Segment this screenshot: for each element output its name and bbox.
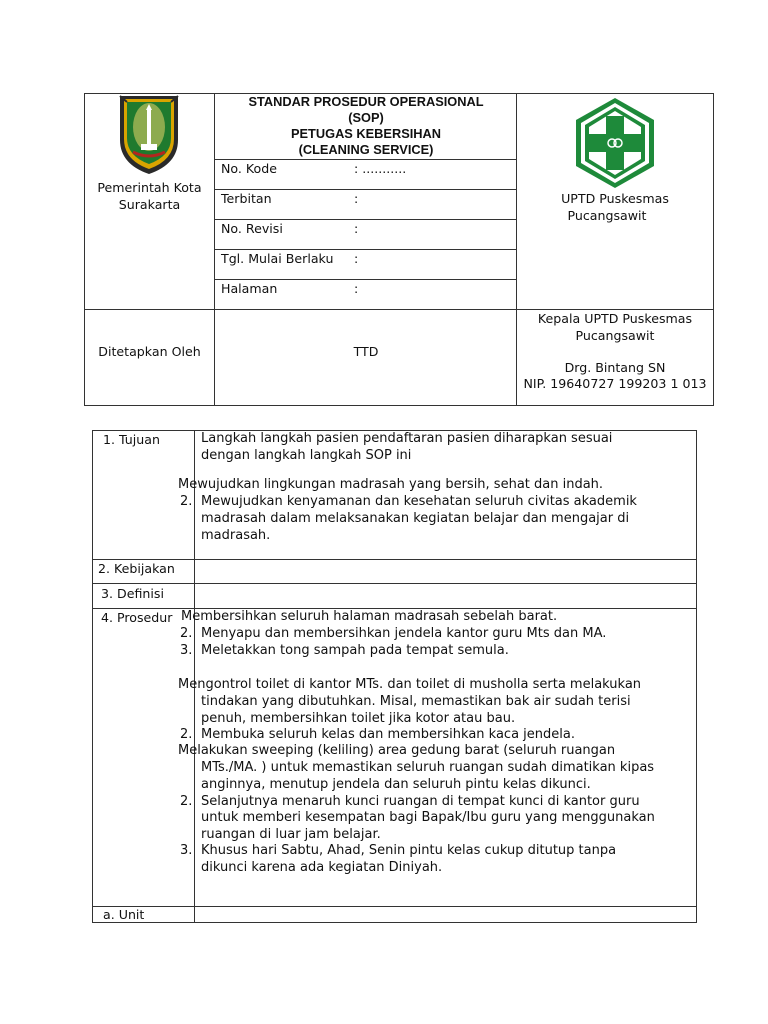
prosedur-g3-item2-line-1: Selanjutnya menaruh kunci ruangan di tempat kunci di kantor guru [201,794,640,809]
signer-name: Drg. Bintang SN [564,360,666,375]
prosedur-g3-item3-line-1: Khusus hari Sabtu, Ahad, Senin pintu kelas cukup ditutup tanpa [201,843,617,858]
right-org-line2: Pucangsawit [567,208,647,223]
tujuan-item-2-line-2: madrasah dalam melaksanakan kegiatan belajar dan mengajar di [201,511,630,526]
prosedur-g2-item1-line-1: Mengontrol toilet di kantor MTs. dan toilet di musholla serta melakukan [178,677,642,692]
tujuan-item-2-num: 2. [180,494,193,509]
puskesmas-logo-icon [573,96,657,190]
title-line-3: PETUGAS KEBERSIHAN [290,126,442,141]
left-org-line2: Surakarta [118,197,181,212]
row-label-kebijakan: 2. Kebijakan [98,561,175,576]
meta-value-kode: : ........... [354,161,407,176]
row-label-prosedur: 4. Prosedur [101,610,173,625]
prosedur-g3-item2-line-3: ruangan di luar jam belajar. [201,827,381,842]
document-title [215,94,517,158]
prosedur-g2-item2: Membuka seluruh kelas dan membersihkan kaca jendela. [201,727,575,742]
right-org-line1: UPTD Puskesmas [561,191,669,206]
surakarta-crest-icon [117,94,181,176]
ttd-label: TTD [353,344,379,359]
title-line-2: (SOP) [348,110,384,125]
prosedur-g1-item3: Meletakkan tong sampah pada tempat semula. [201,643,509,658]
meta-value-revisi: : [354,221,359,236]
row-label-tujuan: 1. Tujuan [103,432,160,447]
meta-value-tgl: : [354,251,359,266]
tujuan-line-2: dengan langkah langkah SOP ini [201,448,412,463]
tujuan-line-1: Langkah langkah pasien pendaftaran pasien diharapkan sesuai [201,431,613,446]
left-org-line1: Pemerintah Kota [97,180,202,195]
tujuan-item-2-line-1: Mewujudkan kenyamanan dan kesehatan seluruh civitas akademik [201,494,637,509]
prosedur-g3-item2-num: 2. [180,794,193,809]
title-line-4: (CLEANING SERVICE) [298,142,434,157]
kepala-line1: Kepala UPTD Puskesmas [537,311,693,326]
kepala-line2: Pucangsawit [575,328,655,343]
meta-label-kode: No. Kode [221,161,277,176]
title-line-1: STANDAR PROSEDUR OPERASIONAL [248,94,484,109]
prosedur-g3-item3-num: 3. [180,843,193,858]
prosedur-g3-item1-line-2: MTs./MA. ) untuk memastikan seluruh ruangan sudah dimatikan kipas [201,760,655,775]
tujuan-item-2-line-3: madrasah. [201,528,271,543]
prosedur-g1-item3-num: 3. [180,643,193,658]
prosedur-g2-item2-num: 2. [180,727,193,742]
meta-label-terbitan: Terbitan [221,191,272,206]
prosedur-g1-item2-num: 2. [180,626,193,641]
prosedur-g1-item1: Membersihkan seluruh halaman madrasah sebelah barat. [181,609,558,624]
meta-label-halaman: Halaman [221,281,278,296]
row-label-definisi: 3. Definisi [101,586,164,601]
tujuan-item-1: Mewujudkan lingkungan madrasah yang bersih, sehat dan indah. [178,477,604,492]
meta-label-tgl: Tgl. Mulai Berlaku [221,251,334,266]
meta-value-terbitan: : [354,191,359,206]
signer-nip: NIP. 19640727 199203 1 013 [523,376,707,391]
prosedur-g2-item1-line-2: tindakan yang dibutuhkan. Misal, memastikan bak air sudah terisi [201,694,631,709]
prosedur-g3-item1-line-1: Melakukan sweeping (keliling) area gedung barat (seluruh ruangan [178,743,616,758]
prosedur-g2-item1-line-3: penuh, membersihkan toilet jika kotor atau bau. [201,711,516,726]
prosedur-g3-item3-line-2: dikunci karena ada kegiatan Diniyah. [201,860,443,875]
meta-label-revisi: No. Revisi [221,221,283,236]
ditetapkan-label: Ditetapkan Oleh [98,344,201,359]
meta-value-halaman: : [354,281,359,296]
prosedur-g1-item2: Menyapu dan membersihkan jendela kantor guru Mts dan MA. [201,626,607,641]
prosedur-g3-item1-line-3: anginnya, menutup jendela dan seluruh pintu kelas dikunci. [201,777,591,792]
row-label-unit: a. Unit [103,907,145,922]
prosedur-g3-item2-line-2: untuk memberi kesempatan bagi Bapak/Ibu guru yang menggunakan [201,810,655,825]
